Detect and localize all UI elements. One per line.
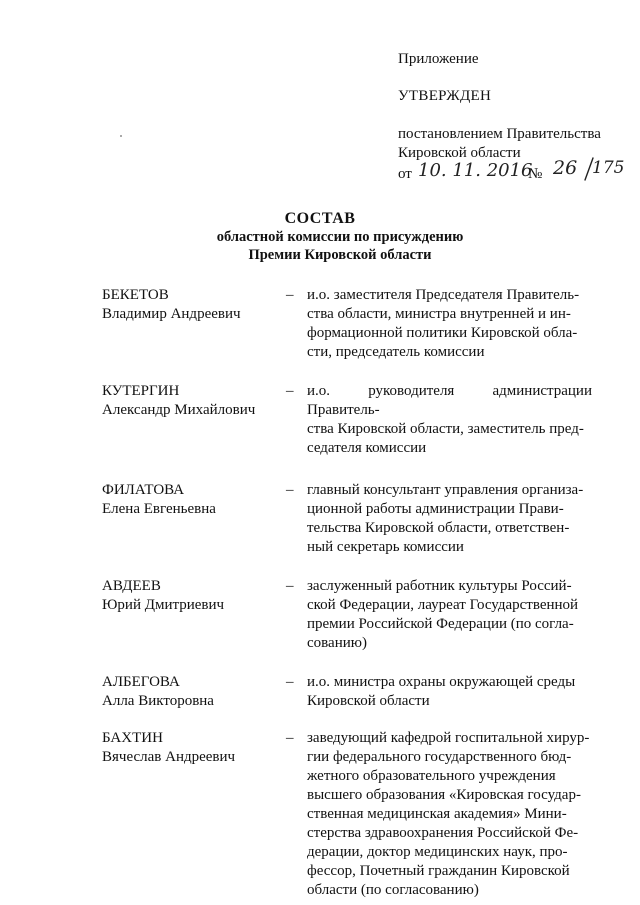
member-given-names: Алла Викторовна bbox=[102, 693, 214, 709]
commission-members-list bbox=[102, 286, 592, 900]
member-given-names: Вячеслав Андреевич bbox=[102, 749, 236, 765]
member-surname: АВДЕЕВ bbox=[102, 578, 161, 594]
heading-subtitle-1: областной комиссии по присуждению bbox=[216, 229, 464, 245]
date-prefix: от bbox=[398, 166, 412, 182]
member-entry bbox=[102, 382, 592, 458]
handwritten-number-2: 175 bbox=[592, 158, 625, 178]
member-dash: – bbox=[286, 730, 294, 746]
member-surname: БАХТИН bbox=[102, 730, 163, 746]
member-role: и.о. руководителя администрации Правитель- ства Кировской области, заместитель пред- седателя комиссии bbox=[307, 383, 592, 456]
heading-title: СОСТАВ bbox=[284, 210, 356, 227]
member-dash: – bbox=[286, 482, 294, 498]
member-role: главный консультант управления организа- ционной работы администрации Прави- тельства Кировской области, ответствен- ный секретарь комиссии bbox=[307, 482, 584, 555]
decree-line-1: постановлением Правительства bbox=[398, 126, 601, 142]
member-given-names: Александр Михайлович bbox=[102, 402, 256, 418]
member-surname: АЛБЕГОВА bbox=[102, 674, 180, 690]
member-dash: – bbox=[286, 287, 294, 303]
member-dash: – bbox=[286, 578, 294, 594]
member-entry bbox=[102, 729, 592, 900]
member-role: заслуженный работник культуры Россий- ской Федерации, лауреат Государственной премии Российской Федерации (по согла- сованию) bbox=[307, 578, 579, 651]
member-role: заведующий кафедрой госпитальной хирур- гии федерального государственного бюд- жетного образовательного учреждения высшего образования «Кировская государ- ственная медицинская академия» Мини- стерства здравоохранения Российской Фе- дерации, доктор медицинских наук, про- фессор, Почетный гражданин Кировской области (по согласованию) bbox=[307, 730, 590, 898]
member-surname: БЕКЕТОВ bbox=[102, 287, 169, 303]
approved-stamp-text: УТВЕРЖДЕН bbox=[398, 88, 492, 104]
member-surname: ФИЛАТОВА bbox=[102, 482, 185, 498]
member-role: и.о. заместителя Председателя Правитель- ства области, министра внутренней и ин- формационной политики Кировской обла- сти, председатель комиссии bbox=[307, 287, 580, 360]
member-entry bbox=[102, 481, 592, 557]
member-role: и.о. министра охраны окружающей среды Кировской области bbox=[307, 674, 576, 709]
member-entry bbox=[102, 673, 592, 711]
heading-subtitle-2: Премии Кировской области bbox=[248, 247, 432, 263]
member-entry bbox=[102, 286, 592, 362]
decree-date-number-line bbox=[398, 157, 628, 185]
number-sign: № bbox=[528, 166, 543, 182]
decree-reference bbox=[398, 125, 628, 185]
appendix-label: Приложение bbox=[398, 51, 479, 67]
member-given-names: Елена Евгеньевна bbox=[102, 501, 216, 517]
member-given-names: Владимир Андреевич bbox=[102, 306, 241, 322]
scan-speck bbox=[120, 135, 122, 137]
handwritten-number: 26 bbox=[553, 157, 578, 179]
member-entry bbox=[102, 577, 592, 653]
document-heading bbox=[0, 210, 640, 264]
decree-line-2: Кировской области bbox=[398, 145, 521, 161]
member-given-names: Юрий Дмитриевич bbox=[102, 597, 225, 613]
member-surname: КУТЕРГИН bbox=[102, 383, 180, 399]
handwritten-date: 10. 11. 2016 bbox=[418, 160, 533, 181]
member-dash: – bbox=[286, 383, 294, 399]
member-dash: – bbox=[286, 674, 294, 690]
approval-block bbox=[398, 50, 628, 185]
